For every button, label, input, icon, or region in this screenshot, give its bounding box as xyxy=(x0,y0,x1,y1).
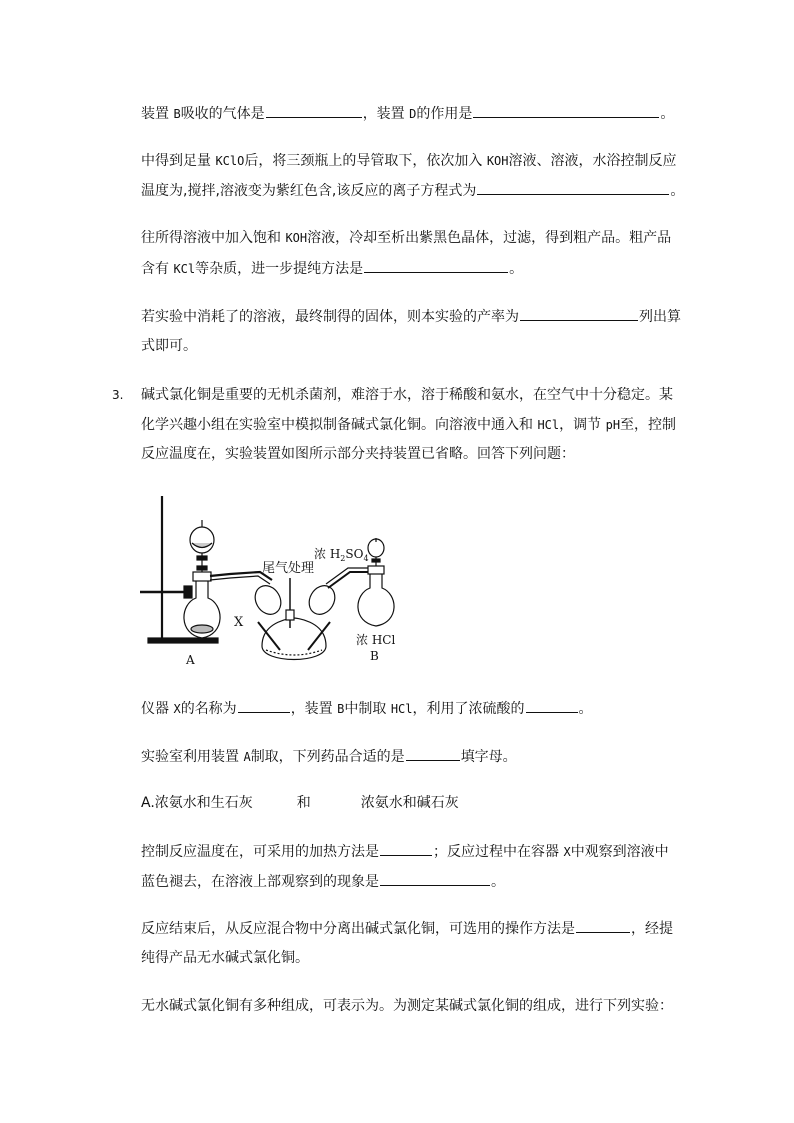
answer-blank[interactable] xyxy=(576,918,630,933)
text: 等杂质，进一步提纯方法是 xyxy=(195,261,364,277)
text: 纯得产品无水碱式氯化铜。 xyxy=(141,950,309,966)
question-number: 3. xyxy=(112,388,124,402)
text: 碱式氯化铜是重要的无机杀菌剂，难溶于水，溶于稀酸和氨水，在空气中十分稳定。某 xyxy=(141,387,673,403)
text: 反应结束后，从反应混合物中分离出碱式氯化铜，可选用的操作方法是 xyxy=(141,921,575,937)
question-line xyxy=(141,258,523,279)
answer-blank[interactable] xyxy=(364,258,508,273)
text: B xyxy=(173,107,181,121)
text: ；反应过程中在容器 xyxy=(433,844,564,860)
text: 蓝色褪去，在溶液上部观察到的现象是 xyxy=(141,874,379,890)
text: 列出算 xyxy=(639,309,681,325)
drying-tube-left xyxy=(250,581,286,619)
text: 的名称为 xyxy=(180,701,237,717)
label-conc-h2so4: 浓 $H_2SO_4$ xyxy=(314,547,369,563)
question-line xyxy=(141,871,505,892)
text: 填字母。 xyxy=(460,749,517,765)
question-line xyxy=(141,444,575,464)
question-line xyxy=(141,180,684,201)
text: 中得到足量 xyxy=(141,153,216,169)
text: X xyxy=(173,702,181,716)
label-tail-gas: 尾气处理 xyxy=(262,561,315,576)
text: 制取，下列药品合适的是 xyxy=(250,749,405,765)
text: 吸收的气体是 xyxy=(180,106,265,122)
text: pH xyxy=(605,418,621,432)
text: KOH xyxy=(486,154,509,168)
question-line xyxy=(141,415,676,435)
flask-b xyxy=(358,572,394,626)
text: 。 xyxy=(670,183,685,199)
text: 中观察到溶液中 xyxy=(570,844,669,860)
text: 溶液、溶液，水浴控制反应 xyxy=(508,153,677,169)
text: 至，控制 xyxy=(620,417,677,433)
text: 化学兴趣小组在实验室中模拟制备碱式氯化铜。向溶液中通入和 xyxy=(141,417,538,433)
stopper-a xyxy=(193,572,211,581)
text: 后，将三颈瓶上的导管取下，依次加入 xyxy=(244,153,487,169)
question-line xyxy=(141,841,669,862)
answer-blank[interactable] xyxy=(520,306,638,321)
drying-tube-right xyxy=(304,581,340,619)
question-line xyxy=(141,385,673,405)
answer-blank[interactable] xyxy=(380,871,490,886)
text: ，经提 xyxy=(631,921,673,937)
answer-blank[interactable] xyxy=(526,698,578,713)
question-line xyxy=(141,698,593,719)
text: 。 xyxy=(509,261,524,277)
question-line xyxy=(141,948,309,968)
funnel-a xyxy=(190,527,214,553)
text: 无水碱式氯化铜有多种组成，可表示为。为测定某碱式氯化铜的组成，进行下列实验： xyxy=(141,998,673,1014)
text: 的作用是 xyxy=(416,106,473,122)
option-a: 浓氨水和生石灰 xyxy=(154,795,253,811)
stand-base xyxy=(148,638,218,643)
question-line xyxy=(141,746,517,767)
text: ，装置 xyxy=(290,701,338,717)
text: B xyxy=(337,702,345,716)
text: HCl xyxy=(537,418,560,432)
text: 若实验中消耗了的溶液，最终制得的固体，则本实验的产率为 xyxy=(141,309,519,325)
label-b: B xyxy=(370,649,379,663)
text: KClO xyxy=(215,154,245,168)
question-line xyxy=(141,336,197,356)
label-a: A xyxy=(186,653,195,667)
text: ，调节 xyxy=(559,417,606,433)
label-conc-hcl: 浓 HCl xyxy=(356,633,396,647)
question-line xyxy=(141,151,677,171)
question-line xyxy=(141,228,671,248)
text: 式即可。 xyxy=(141,338,197,354)
text: ，装置 xyxy=(362,106,410,122)
answer-blank[interactable] xyxy=(380,841,432,856)
text: 实验室利用装置 xyxy=(141,749,244,765)
text: 温度为,搅拌,溶液变为紫红色含,该反应的离子方程式为 xyxy=(141,183,477,199)
text: 溶液，冷却至析出紫黑色晶体，过滤，得到粗产品。粗产品 xyxy=(307,230,672,246)
text: 和 xyxy=(296,795,311,811)
apparatus-diagram xyxy=(140,488,400,668)
text: A xyxy=(243,750,251,764)
question-line xyxy=(141,306,681,327)
text: KOH xyxy=(285,231,308,245)
label-x: X xyxy=(234,615,244,630)
text: 。 xyxy=(578,701,593,717)
option-b: 浓氨水和碱石灰 xyxy=(360,795,459,811)
text: 反应温度在，实验装置如图所示部分夹持装置已省略。回答下列问题： xyxy=(141,446,575,462)
text: 仪器 xyxy=(141,701,174,717)
answer-blank[interactable] xyxy=(238,698,290,713)
answer-blank[interactable] xyxy=(473,103,659,118)
text: 。 xyxy=(660,106,675,122)
question-line xyxy=(141,996,673,1016)
text: 往所得溶液中加入饱和 xyxy=(141,230,286,246)
answer-blank[interactable] xyxy=(266,103,362,118)
text: 中制取 xyxy=(344,701,391,717)
question-line xyxy=(141,103,674,124)
answer-blank[interactable] xyxy=(477,180,669,195)
text: 控制反应温度在，可采用的加热方法是 xyxy=(141,844,379,860)
text: X xyxy=(563,845,571,859)
clamp xyxy=(184,586,192,598)
question-line xyxy=(141,918,673,939)
text: KCl xyxy=(173,262,196,276)
options-line xyxy=(141,793,459,813)
text: ，利用了浓硫酸的 xyxy=(412,701,525,717)
text: 含有 xyxy=(141,261,174,277)
text: A. xyxy=(141,795,155,811)
solid-a xyxy=(191,625,213,633)
answer-blank[interactable] xyxy=(406,746,460,761)
text: 装置 xyxy=(141,106,174,122)
text: 。 xyxy=(491,874,505,890)
text: HCl xyxy=(390,702,413,716)
text: D xyxy=(409,107,417,121)
